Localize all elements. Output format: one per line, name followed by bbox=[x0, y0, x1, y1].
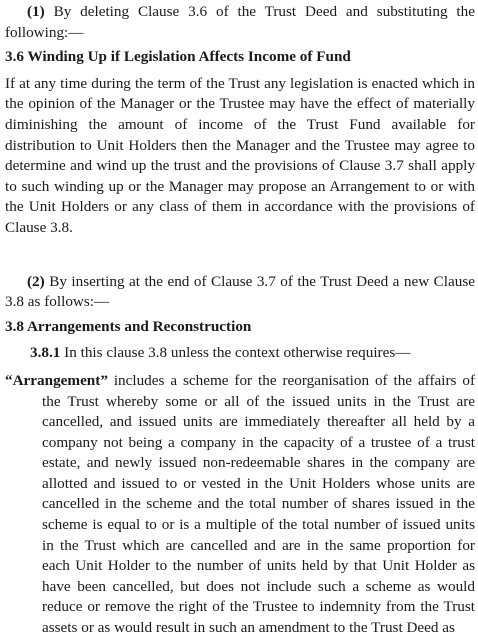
amendment-2-number: (2) bbox=[27, 272, 45, 290]
definition-term: “Arrangement” bbox=[5, 371, 108, 389]
clause-3-6-body: If at any time during the term of the Trust any legislation is enacted which in the opinion of the Manager or the Trustee may have the effect of materially diminishing the amount of income of the Trust Fund available for distribution to Unit Holders then the Manager and the Trustee may agree to determine and wind up the trust and the provisions of Clause 3.7 shall apply to such winding up or the Manager may propose an Arrangement to or with the Unit Holders or any class of them in accordance with the provisions of Clause 3.8. bbox=[5, 74, 475, 236]
amendment-2-paragraph bbox=[5, 272, 475, 313]
clause-3-6-heading: 3.6 Winding Up if Legislation Affects Income of Fund bbox=[5, 48, 351, 66]
amendment-1-paragraph bbox=[5, 2, 475, 43]
amendment-1-number: (1) bbox=[27, 3, 45, 20]
clause-3-8-1-text: In this clause 3.8 unless the context otherwise requires— bbox=[60, 344, 411, 362]
amendment-2-text: By inserting at the end of Clause 3.7 of the Trust Deed a new Clause 3.8 as follows:— bbox=[5, 272, 475, 311]
amendment-1-text: By deleting Clause 3.6 of the Trust Deed and substituting the following:— bbox=[5, 3, 475, 41]
document-page bbox=[0, 2, 478, 637]
clause-3-8-heading: 3.8 Arrangements and Reconstruction bbox=[5, 317, 252, 335]
section-spacer bbox=[5, 239, 475, 270]
definition-text: includes a scheme for the reorganisation of the affairs of the Trust whereby some or all of the issued units in the Trust are cancelled, and issued units are immediately thereafter all held by a company not being a company in the capacity of a trustee of a trust estate, and newly issued non-redeemable shares in the company are allotted and issued to or vested in the Unit Holders whose units are cancelled in the scheme and the total number of shares issued in the scheme is equal to or is a multiple of the total number of issued units in the Trust which are cancelled and are in the same proportion for each Unit Holder to the number of units held by that Unit Holder as have been cancelled, but does not include such a scheme as would reduce or remove the right of the Trustee to indemnity from the Trust assets or as would result in such an amendment to the Trust Deed as bbox=[42, 371, 475, 637]
arrangement-definition bbox=[5, 371, 475, 639]
clause-3-8-1-paragraph bbox=[5, 343, 475, 364]
clause-3-8-1-number: 3.8.1 bbox=[30, 344, 61, 362]
